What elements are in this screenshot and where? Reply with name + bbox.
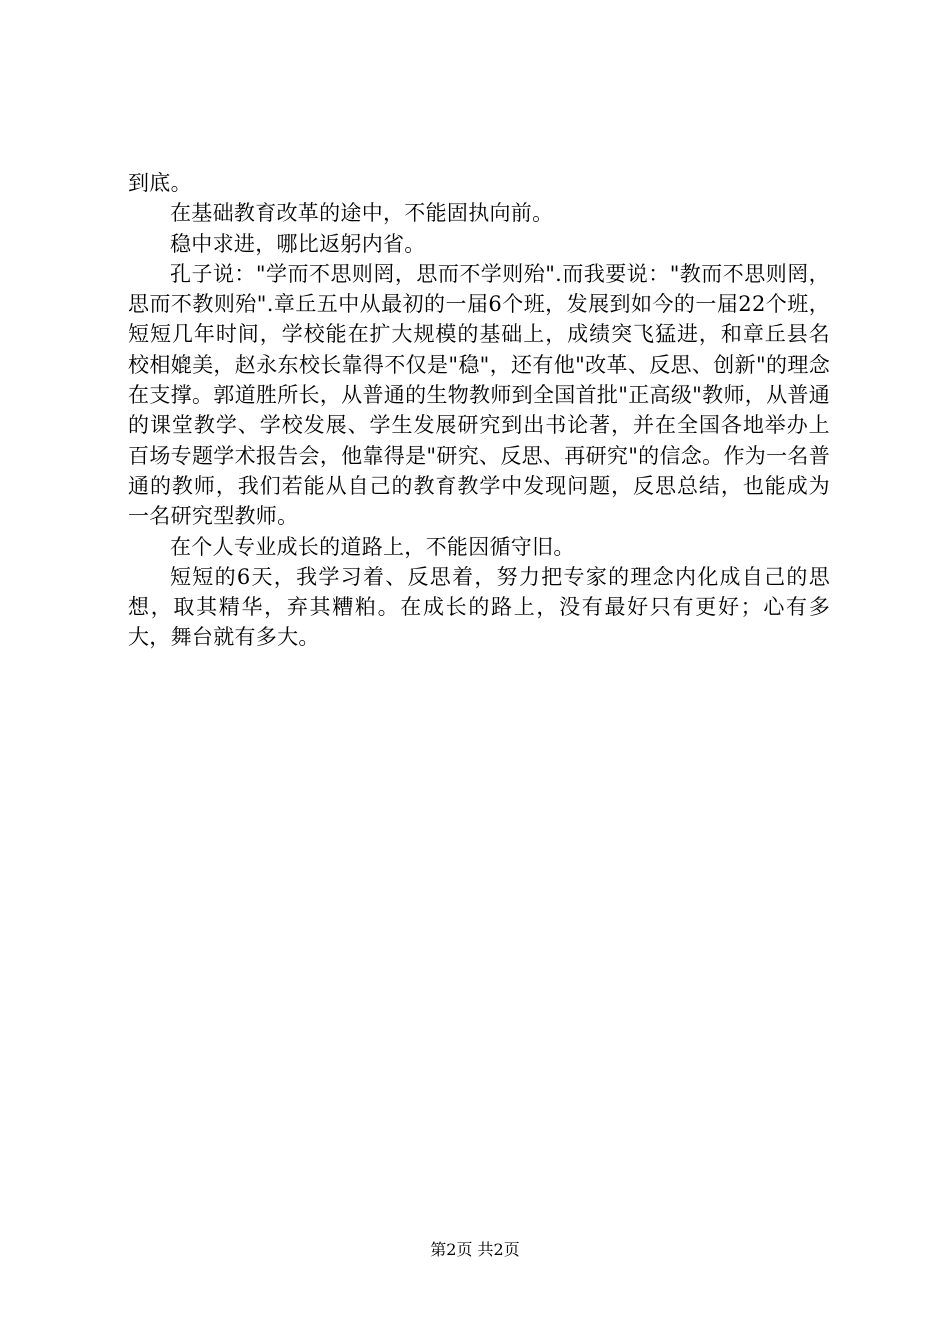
paragraph: 稳中求进，哪比返躬内省。: [170, 231, 426, 256]
paragraph: 短短的6天，我学习着、反思着，努力把专家的理念内化成自己的思想，取其精华，弃其糟粕。在成长的路上，没有最好只有更好；心有多大，舞台就有多大。: [128, 564, 830, 650]
paragraph-continuation: 到底。: [128, 171, 192, 195]
paragraph: 在个人专业成长的道路上，不能因循守旧。: [170, 534, 575, 559]
paragraph: 孔子说："学而不思则罔，思而不学则殆".而我要说："教而不思则罔，思而不教则殆".章丘五中从最初的一届6个班，发展到如今的一届22个班，短短几年时间，学校能在扩大规模的基础上，成绩突飞猛进，和章丘县名校相媲美，赵永东校长靠得不仅是"稳"，还有他"改革、反思、创新"的理念在支撑。郭道胜所长，从普通的生物教师到全国首批"正高级"教师，从普通的课堂教学、学校发展、学生发展研究到出书论著，并在全国各地举办上百场专题学术报告会，他靠得是"研究、反思、再研究"的信念。作为一名普通的教师，我们若能从自己的教育教学中发现问题，反思总结，也能成为一名研究型教师。: [128, 261, 830, 529]
paragraph: 在基础教育改革的途中，不能固执向前。: [170, 201, 554, 226]
document-body: [128, 168, 830, 653]
page-number-footer: 第2页 共2页: [430, 1240, 520, 1259]
